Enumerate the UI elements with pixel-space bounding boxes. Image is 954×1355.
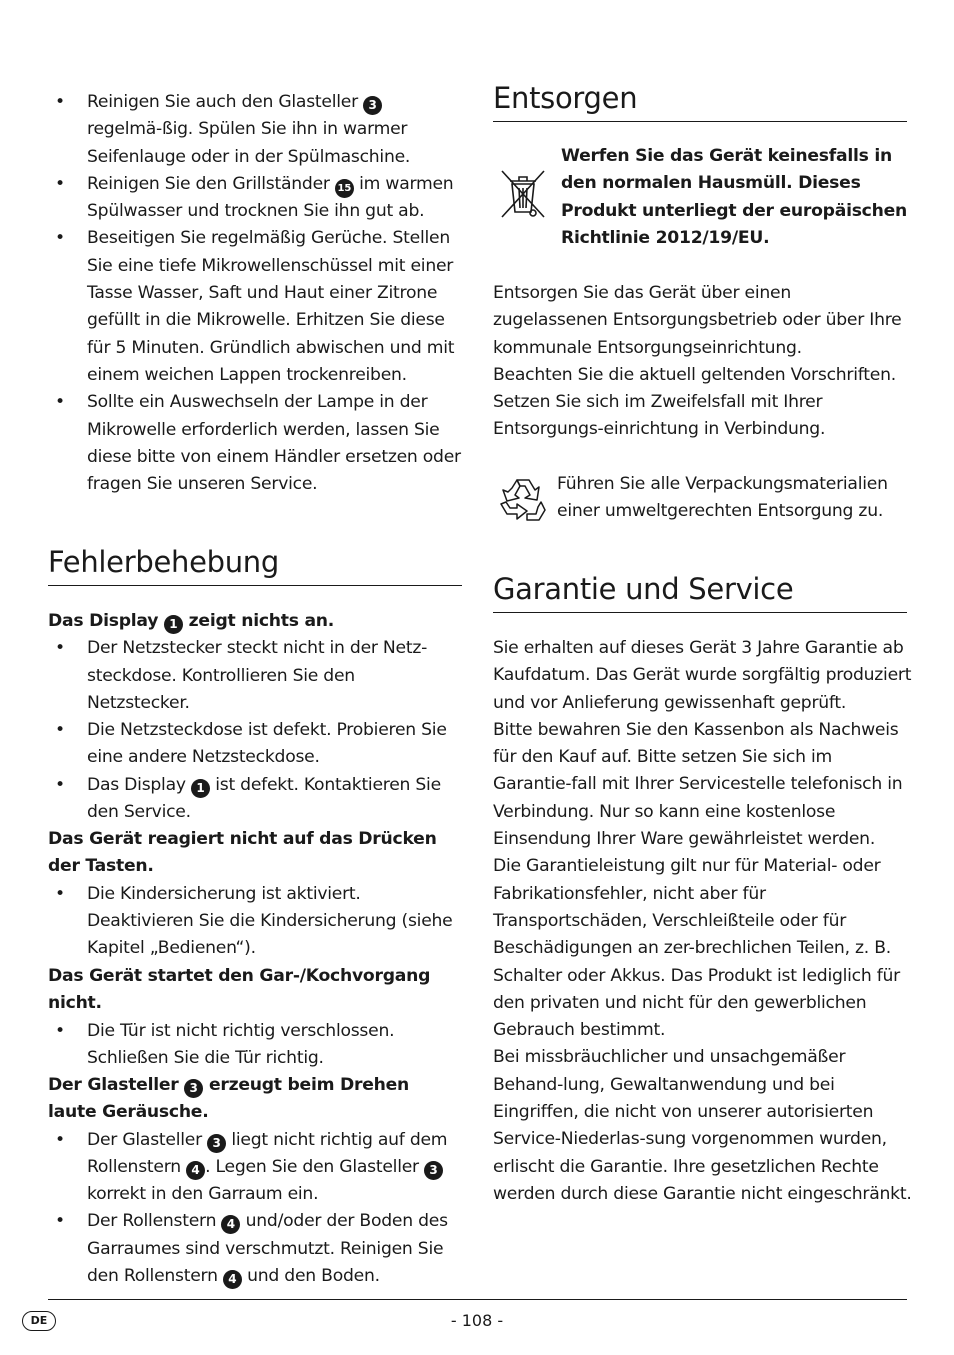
part-number-badge: 1 <box>164 615 183 634</box>
list-item-text: im warmen Spülwasser und trocknen Sie ihn gut ab. <box>87 173 454 222</box>
crossed-out-bin-icon <box>497 166 549 222</box>
warranty-text <box>493 635 913 1208</box>
list-item-text: regelmä-ßig. Spülen Sie ihn in warmer Seifenlauge oder in der Spülmaschine. <box>87 119 411 167</box>
list-item-text: und/oder der Boden des Garraumes sind verschmutzt. Reinigen Sie den Rollenstern <box>87 1211 448 1287</box>
list-item-text: liegt nicht richtig auf dem Rollenstern <box>87 1129 448 1177</box>
disposal-text: Entsorgen Sie das Gerät über einen zugelassenen Entsorgungsbetrieb oder über Ihre kommunale Entsorgungseinrichtung. <box>493 283 902 358</box>
problem-title-text: erzeugt beim Drehen laute Geräusche. <box>48 1075 410 1123</box>
problem-title: Das Gerät startet den Gar-/Kochvorgang nicht. <box>48 966 431 1014</box>
list-item <box>48 1208 462 1290</box>
warranty-paragraph: Sie erhalten auf dieses Gerät 3 Jahre Garantie ab Kaufdatum. Das Gerät wurde sorgfältig produziert und vor Anlieferung gewissenhaft geprüft. <box>493 638 912 713</box>
list-item: • Die Kindersicherung ist aktiviert. Deaktivieren Sie die Kindersicherung (siehe Kapitel „Bedienen“). <box>48 881 462 963</box>
part-number-badge: 3 <box>207 1134 226 1153</box>
heading-warranty: Garantie und Service <box>493 572 907 613</box>
list-item-text: ist defekt. Kontaktieren Sie den Service. <box>87 774 441 823</box>
warranty-paragraph: Bitte bewahren Sie den Kassenbon als Nachweis für den Kauf auf. Bitte setzen Sie sich im Garantie-fall mit Ihrer Servicestelle telefonisch in Verbindung. Nur so kann eine kostenlose Einsendung Ihrer Ware gewährleistet werden. <box>493 719 903 850</box>
page-number: - 108 - <box>450 1311 504 1330</box>
problem-title-text: Der Glasteller <box>48 1075 185 1095</box>
disposal-warning: Werfen Sie das Gerät keinesfalls in den normalen Hausmüll. Dieses Produkt unterliegt der europäischen Richtlinie 2012/19/EU. <box>561 146 908 248</box>
disposal-paragraph <box>493 280 907 444</box>
troubleshooting-section <box>48 608 462 826</box>
list-item: • Sollte ein Auswechseln der Lampe in der Mikrowelle erforderlich werden, lassen Sie diese bitte von einem Händler ersetzen oder fragen Sie unseren Service. <box>48 389 462 498</box>
list-item <box>48 89 462 171</box>
cleaning-list <box>48 89 462 498</box>
problem-title <box>48 608 462 635</box>
part-number-badge: 3 <box>363 96 382 115</box>
part-number-badge: 3 <box>424 1161 443 1180</box>
recycling-note: Führen Sie alle Verpackungsmaterialien einer umweltgerechten Entsorgung zu. <box>557 474 888 522</box>
list-item-text: . Legen Sie den Glasteller <box>205 1156 425 1177</box>
language-badge: DE <box>22 1311 56 1331</box>
part-number-badge: 15 <box>335 179 354 198</box>
list-item-text: Das Display <box>87 774 192 795</box>
list-item <box>48 1127 462 1209</box>
list-item-text: korrekt in den Garraum ein. <box>87 1184 319 1205</box>
disposal-text: Beachten Sie die aktuell geltenden Vorschriften. Setzen Sie sich im Zweifelsfall mit Ihrer Entsorgungs-einrichtung in Verbindung. <box>493 364 896 440</box>
list-item-text: Der Glasteller <box>87 1129 208 1150</box>
warranty-paragraph: Die Garantieleistung gilt nur für Material- oder Fabrikationsfehler, nicht aber für Transportschäden, Verschleißteile oder für Beschädigungen an zer-brechlichen Teilen, z. B. Schalter oder Akkus. Das Produkt ist lediglich für den privaten und nicht für den gewerblichen Gebrauch bestimmt. <box>493 856 900 1041</box>
list-item-text: Reinigen Sie auch den Glasteller <box>87 92 364 112</box>
warranty-paragraph: Bei missbräuchlicher und unsachgemäßer Behand-lung, Gewaltanwendung und bei Eingriffen, die nicht von unserer autorisierten Service-Niederlas-sung vorgenommen wurden, erlischt die Garantie. Ihre gesetzlichen Rechte werden durch diese Garantie nicht eingeschränkt. <box>493 1047 912 1204</box>
list-item-text: Reinigen Sie den Grillständer <box>87 173 335 194</box>
troubleshooting-section <box>48 1072 462 1290</box>
heading-troubleshooting: Fehlerbehebung <box>48 545 462 586</box>
list-item-text: Der Rollenstern <box>87 1211 222 1232</box>
part-number-badge: 4 <box>223 1270 242 1289</box>
problem-title <box>48 1072 462 1127</box>
part-number-badge: 4 <box>221 1215 240 1234</box>
list-item: • Die Tür ist nicht richtig verschlossen. Schließen Sie die Tür richtig. <box>48 1018 468 1073</box>
problem-title: Das Gerät reagiert nicht auf das Drücken der Tasten. <box>48 829 437 877</box>
list-item: • Die Netzsteckdose ist defekt. Probieren Sie eine andere Netzsteckdose. <box>48 717 462 772</box>
list-item <box>48 772 462 827</box>
heading-disposal: Entsorgen <box>493 81 907 122</box>
part-number-badge: 3 <box>184 1079 203 1098</box>
recycle-icon <box>495 474 551 526</box>
troubleshooting-section <box>48 826 462 962</box>
list-item: • Beseitigen Sie regelmäßig Gerüche. Stellen Sie eine tiefe Mikrowellenschüssel mit einer Tasse Wasser, Saft und Haut einer Zitrone gefüllt in die Mikrowelle. Erhitzen Sie diese für 5 Minuten. Gründlich abwischen und mit einem weichen Lappen trockenreiben. <box>48 225 462 389</box>
footer-divider <box>48 1299 907 1300</box>
list-item: • Der Netzstecker steckt nicht in der Netz-steckdose. Kontrollieren Sie den Netzstecker. <box>48 635 462 717</box>
list-item-text: und den Boden. <box>241 1266 380 1287</box>
problem-title-text: Das Display <box>48 611 164 631</box>
part-number-badge: 1 <box>191 779 210 798</box>
troubleshooting-section <box>48 963 468 1072</box>
problem-title-text: zeigt nichts an. <box>182 611 335 631</box>
list-item <box>48 171 462 226</box>
part-number-badge: 4 <box>186 1161 205 1180</box>
